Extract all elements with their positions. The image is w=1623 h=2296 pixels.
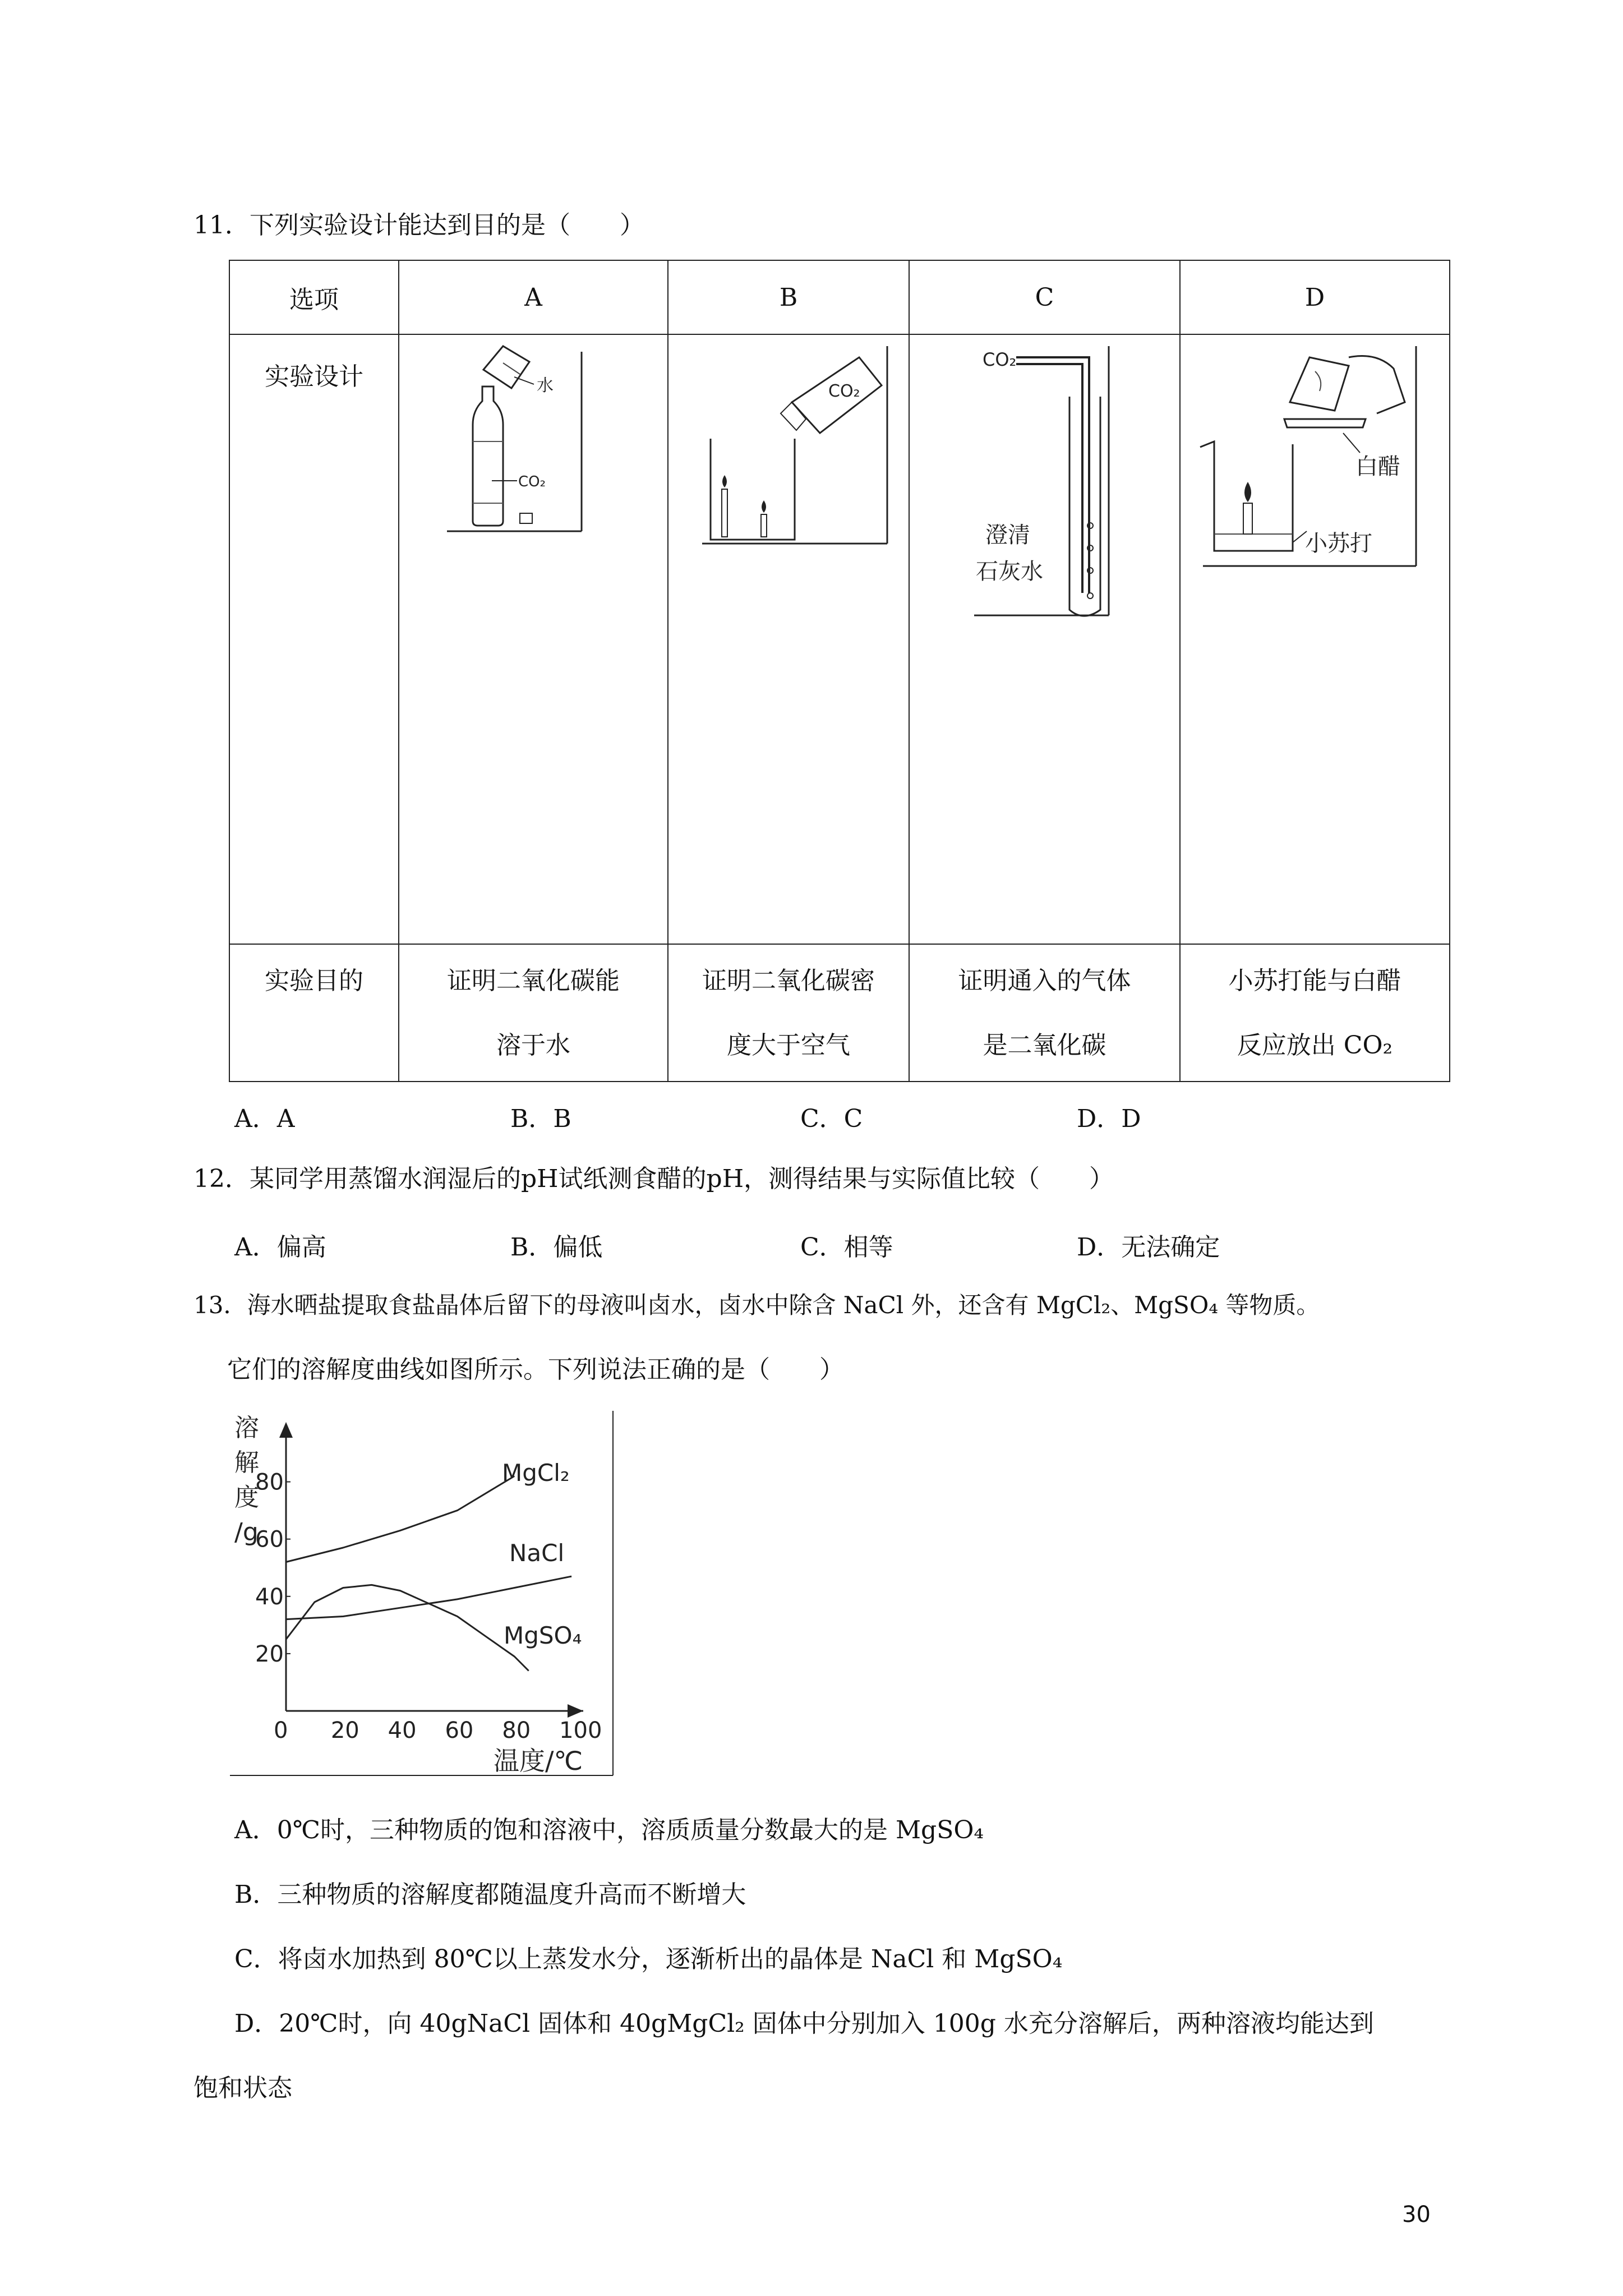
fig-c-limewater-label-1: 澄清 — [985, 522, 1030, 548]
solubility-chart — [230, 1411, 617, 1778]
x-tick-label: 80 — [502, 1718, 531, 1743]
fig-a-co2-label: CO₂ — [518, 473, 546, 490]
series-line — [286, 1576, 571, 1619]
y-tick-label: 20 — [255, 1641, 284, 1667]
purpose-d: 小苏打能与白醋 反应放出 CO₂ — [1180, 944, 1450, 1082]
page-number: 30 — [1402, 2202, 1431, 2228]
column-c: C — [909, 260, 1180, 334]
q13-option-b: B．三种物质的溶解度都随温度升高而不断增大 — [234, 1880, 746, 1909]
y-tick-label: 40 — [255, 1584, 284, 1610]
fig-c-co2-label: CO₂ — [983, 349, 1017, 370]
y-axis-title-char: 度 — [234, 1483, 259, 1512]
design-label: 实验设计 — [229, 334, 399, 944]
fig-a-water-label: 水 — [537, 376, 554, 395]
q13-stem-line2: 它们的溶解度曲线如图所示。下列说法正确的是（ ） — [227, 1355, 844, 1384]
y-axis-title-char: 溶 — [234, 1414, 259, 1442]
q11-stem: 11．下列实验设计能达到目的是（ ） — [193, 211, 644, 240]
fig-d-vinegar-label: 白醋 — [1355, 454, 1400, 480]
x-tick-label: 60 — [445, 1718, 474, 1743]
series-label: NaCl — [509, 1539, 565, 1567]
q11-option-a: A．A — [234, 1105, 295, 1133]
q12-option-a: A．偏高 — [234, 1233, 326, 1262]
y-axis-title-char: /g — [234, 1518, 259, 1547]
q11-option-d: D．D — [1077, 1105, 1141, 1133]
series-line — [286, 1476, 514, 1562]
x-tick-label: 0 — [274, 1718, 288, 1743]
x-tick-label: 20 — [330, 1718, 359, 1743]
fig-d-soda-label: 小苏打 — [1305, 531, 1372, 556]
y-tick-label: 60 — [255, 1526, 284, 1553]
purpose-a: 证明二氧化碳能 溶于水 — [399, 944, 668, 1082]
q11-option-c: C．C — [800, 1105, 863, 1133]
q12-stem: 12．某同学用蒸馏水润湿后的pH试纸测食醋的pH，测得结果与实际值比较（ ） — [193, 1165, 1114, 1193]
limewater-figure — [910, 335, 1179, 627]
x-tick-label: 40 — [388, 1718, 417, 1743]
q13-stem-line1: 13．海水晒盐提取食盐晶体后留下的母液叫卤水，卤水中除含 NaCl 外，还含有 MgCl₂、MgSO₄ 等物质。 — [193, 1291, 1320, 1319]
q11-option-b: B．B — [510, 1105, 571, 1133]
fig-c-limewater-label-2: 石灰水 — [976, 559, 1043, 585]
y-axis-title-char: 解 — [234, 1448, 259, 1477]
column-d: D — [1180, 260, 1450, 334]
q13-option-c: C．将卤水加热到 80℃以上蒸发水分，逐渐析出的晶体是 NaCl 和 MgSO₄ — [234, 1945, 1063, 1973]
column-a: A — [399, 260, 668, 334]
q12-option-c: C．相等 — [800, 1233, 893, 1262]
y-axis-arrow — [279, 1422, 293, 1438]
design-d — [1180, 334, 1450, 944]
q13-option-d: D．20℃时，向 40gNaCl 固体和 40gMgCl₂ 固体中分别加入 100g 水充分溶解后，两种溶液均能达到 — [234, 2009, 1374, 2038]
purpose-label: 实验目的 — [229, 944, 399, 1082]
series-line — [286, 1585, 529, 1671]
q12-option-d: D．无法确定 — [1077, 1233, 1220, 1262]
purpose-b: 证明二氧化碳密 度大于空气 — [668, 944, 909, 1082]
q13-option-a: A．0℃时，三种物质的饱和溶液中，溶质质量分数最大的是 MgSO₄ — [234, 1816, 984, 1844]
vinegar-soda-figure — [1181, 335, 1450, 570]
x-tick-label: 100 — [559, 1718, 602, 1743]
design-c — [909, 334, 1180, 944]
x-axis-arrow — [568, 1704, 583, 1718]
design-a — [399, 334, 668, 944]
header-option-label: 选项 — [229, 260, 399, 334]
fig-b-co2-label: CO₂ — [828, 381, 860, 401]
candle-beaker-figure — [668, 335, 909, 559]
q11-table — [229, 260, 1450, 1082]
q12-option-b: B．偏低 — [510, 1233, 603, 1262]
q13-option-d-continued: 饱和状态 — [193, 2074, 292, 2102]
bottle-figure — [399, 335, 667, 559]
y-tick-label: 80 — [255, 1469, 284, 1496]
design-b — [668, 334, 909, 944]
purpose-c: 证明通入的气体 是二氧化碳 — [909, 944, 1180, 1082]
series-label: MgSO₄ — [504, 1622, 582, 1649]
column-b: B — [668, 260, 909, 334]
x-axis-title: 温度/℃ — [494, 1746, 583, 1776]
series-label: MgCl₂ — [502, 1459, 570, 1487]
